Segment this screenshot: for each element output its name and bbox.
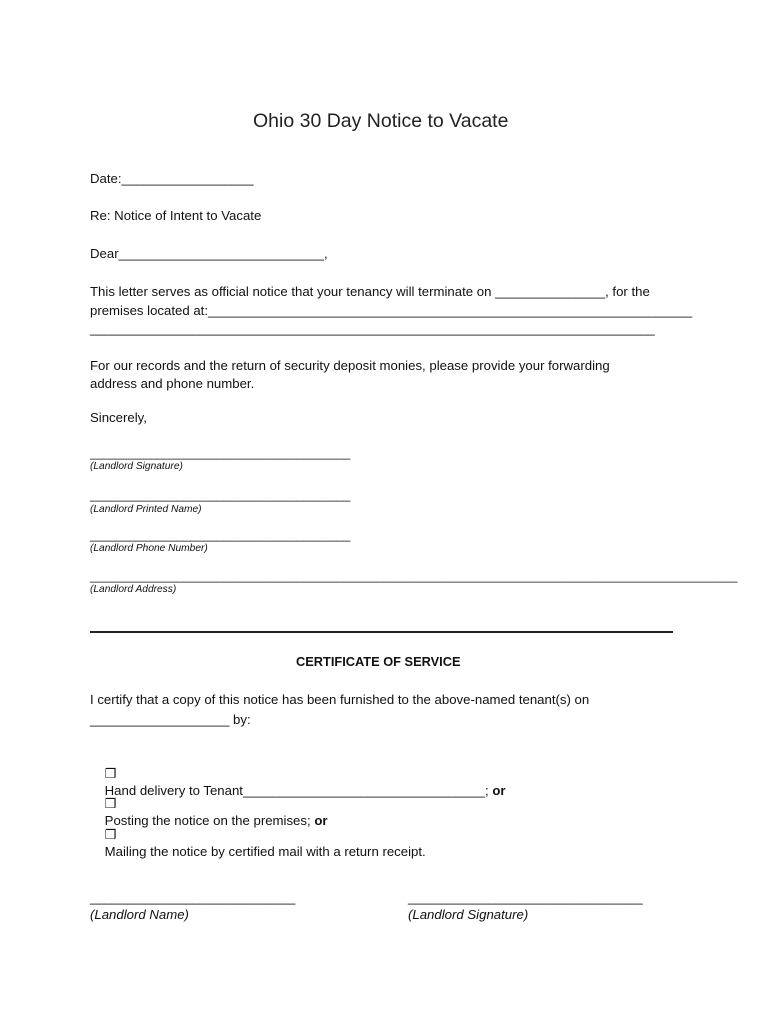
body-para-2-line-1: For our records and the return of security deposit monies, please provide your forwarding [90,358,610,373]
landlord-printed-name-label: (Landlord Printed Name) [90,504,202,515]
option-hand-delivery-text: Hand delivery to Tenant_________________________________; [104,783,493,798]
landlord-printed-name-line: _______________________________________ [90,488,351,502]
re-line: Re: Notice of Intent to Vacate [90,208,262,223]
footer-landlord-signature-line: ________________________________ [408,890,643,905]
landlord-phone-line: _______________________________________ [90,528,351,542]
certificate-intro-line-2: ___________________ by: [90,712,251,727]
footer-landlord-name-line: ____________________________ [90,890,296,905]
footer-landlord-name-label: (Landlord Name) [90,907,189,922]
checkbox-icon[interactable]: ❒ [104,828,117,843]
certificate-title: CERTIFICATE OF SERVICE [296,654,461,669]
salutation-line: Dear____________________________, [90,246,328,261]
body-para-1-line-1: This letter serves as official notice that your tenancy will terminate on _______________, for the [90,284,650,299]
closing: Sincerely, [90,410,147,425]
landlord-signature-label: (Landlord Signature) [90,461,183,472]
body-para-1-line-3: _____________________________________________________________________________ [90,321,655,336]
option-posting-suffix: or [314,813,328,828]
landlord-address-label: (Landlord Address) [90,584,177,595]
landlord-signature-line: _______________________________________ [90,446,351,460]
footer-landlord-signature-label: (Landlord Signature) [408,907,529,922]
checkbox-icon[interactable]: ❒ [104,767,117,782]
document-title: Ohio 30 Day Notice to Vacate [253,110,509,132]
section-divider [90,631,673,633]
option-hand-delivery-suffix: or [492,783,506,798]
option-certified-mail[interactable] [90,811,426,876]
body-para-2-line-2: address and phone number. [90,376,255,391]
landlord-address-line: _________________________________________________________________________________________________ [90,569,738,583]
body-para-1-line-2: premises located at:__________________________________________________________________ [90,303,693,318]
landlord-phone-label: (Landlord Phone Number) [90,543,208,554]
option-certified-mail-text: Mailing the notice by certified mail with a return receipt. [104,844,426,859]
checkbox-icon[interactable]: ❒ [104,797,117,812]
option-posting-text: Posting the notice on the premises; [104,813,315,828]
certificate-intro-line-1: I certify that a copy of this notice has been furnished to the above-named tenant(s) on [90,692,590,707]
date-line: Date:__________________ [90,171,254,186]
